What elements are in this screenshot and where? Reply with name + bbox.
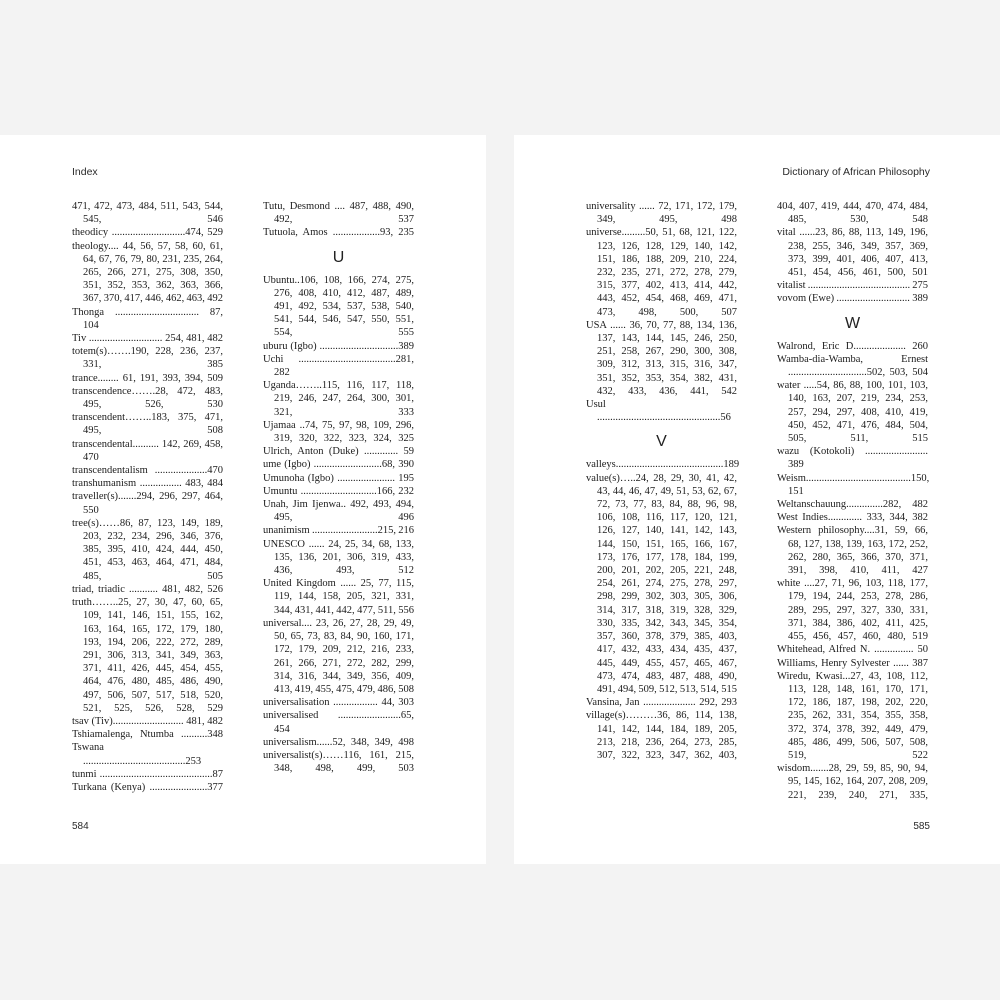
index-entry: Wamba-dia-Wamba, Ernest ..............................502, 503, 504 (777, 353, 928, 379)
index-entry: trance........ 61, 191, 393, 394, 509 (72, 372, 223, 384)
running-header: Dictionary of African Philosophy (782, 166, 930, 178)
index-entry: universality ...... 72, 171, 172, 179, 349, 495, 498 (586, 201, 737, 226)
index-entry: vitalist ....................................... 275 (777, 280, 928, 292)
index-entry: theology.... 44, 56, 57, 58, 60, 61, 64, 67, 76, 79, 80, 231, 235, 264, 265, 266, 271, 275, 308, 350, 351, 352, 353, 362, 363, 366, 367, 370, 417, 446, 462, 463, 492 (72, 240, 223, 305)
index-column-2 (777, 200, 928, 802)
index-entry: Wiredu, Kwasi...27, 43, 108, 112, 113, 128, 148, 161, 170, 171, 172, 186, 187, 198, 202, 220, 235, 262, 331, 354, 355, 358, 372, 374, 378, 392, 449, 479, 485, 486, 499, 506, 507, 508, 519, 522 (777, 670, 928, 761)
index-entry: Williams, Henry Sylvester ...... 387 (777, 657, 928, 669)
index-entry: water .....54, 86, 88, 100, 101, 103, 140, 163, 207, 219, 234, 253, 257, 294, 297, 408, 410, 419, 450, 452, 471, 476, 484, 504, 505, 511, 515 (777, 380, 928, 445)
running-header: Index (72, 166, 98, 178)
index-entry: tree(s)……86, 87, 123, 149, 189, 203, 232, 234, 296, 346, 376, 385, 395, 410, 424, 444, 450, 451, 453, 463, 464, 471, 484, 485, 505 (72, 517, 223, 582)
index-entry: Tutuola, Amos ..................93, 235 (263, 227, 414, 239)
left-page (0, 135, 486, 864)
index-entry: Tutu, Desmond .... 487, 488, 490, 492, 537 (263, 201, 414, 226)
index-entry: 404, 407, 419, 444, 470, 474, 484, 485, 530, 548 (777, 201, 928, 226)
index-entry: Usul ...............................................56 (586, 399, 731, 424)
index-entry: universalist(s)……116, 161, 215, 348, 498, 499, 503 (263, 749, 414, 775)
index-entry: wazu (Kotokoli) ........................ 389 (777, 446, 928, 471)
index-entry: wisdom.......28, 29, 59, 85, 90, 94, 95, 145, 162, 164, 207, 208, 209, 221, 239, 240, 271, 335, (777, 763, 928, 801)
index-entry: ume (Igbo) ..........................68, 390 (263, 459, 414, 471)
index-entry: Unah, Jim Ijenwa.. 492, 493, 494, 495, 496 (263, 499, 414, 524)
index-entry: universalism......52, 348, 349, 498 (263, 736, 414, 748)
index-entry: 471, 472, 473, 484, 511, 543, 544, 545, 546 (72, 201, 223, 226)
index-entry: Walrond, Eric D.................... 260 (777, 340, 928, 352)
index-column-1 (586, 200, 740, 762)
index-entry: village(s)………36, 86, 114, 138, 141, 142, 144, 184, 189, 205, 213, 218, 236, 264, 273, 285, 307, 322, 323, 347, 362, 403, (586, 710, 737, 761)
index-entry: Tswana .......................................253 (72, 742, 202, 767)
index-entry: universalisation ................. 44, 303 (263, 697, 414, 709)
index-entries-v (586, 458, 740, 762)
index-entry: uburu (Igbo) ..............................389 (263, 340, 414, 352)
index-entry: Whitehead, Alfred N. ............... 50 (777, 644, 928, 656)
section-letter-u: U (332, 248, 345, 266)
index-entry: white ....27, 71, 96, 103, 118, 177, 179, 194, 244, 253, 278, 286, 289, 295, 297, 327, 330, 331, 371, 384, 386, 402, 411, 425, 455, 456, 457, 460, 480, 519 (777, 578, 928, 643)
index-entries-v-continued (777, 200, 928, 306)
index-entry: truth……..25, 27, 30, 47, 60, 65, 109, 141, 146, 151, 155, 162, 163, 164, 165, 172, 179, 180, 193, 194, 206, 222, 272, 289, 291, 306, 313, 341, 349, 363, 371, 411, 426, 445, 454, 455, 464, 476, 480, 485, 486, 490, 497, 506, 507, 517, 518, 520, 521, 525, 526, 528, 529 (72, 597, 223, 714)
index-entry: tsav (Tiv)........................... 481, 482 (72, 715, 223, 727)
index-entry: Vansina, Jan .................... 292, 293 (586, 697, 737, 709)
index-entry: Thonga ................................ 87, 104 (72, 306, 223, 331)
index-entry: vovom (Ewe) ............................ 389 (777, 293, 928, 305)
index-entry: theodicy ............................474, 529 (72, 227, 223, 239)
index-entry: Weism........................................150, 151 (777, 472, 930, 497)
index-entry: vital ......23, 86, 88, 113, 149, 196, 238, 255, 346, 349, 357, 369, 373, 399, 401, 406, 407, 413, 451, 454, 456, 461, 500, 501 (777, 227, 928, 279)
index-entry: triad, triadic ........... 481, 482, 526 (72, 583, 223, 595)
index-entry: totem(s)…….190, 228, 236, 237, 331, 385 (72, 346, 223, 371)
index-entry: transcendence…….28, 472, 483, 495, 526, 530 (72, 385, 223, 411)
section-letter-v: V (656, 433, 667, 451)
index-entry: Ulrich, Anton (Duke) ............. 59 (263, 446, 414, 458)
index-entry: USA ...... 36, 70, 77, 88, 134, 136, 137, 143, 144, 145, 246, 250, 251, 258, 267, 290, 300, 308, 309, 312, 313, 315, 316, 347, 351, 352, 353, 354, 382, 431, 432, 433, 436, 441, 542 (586, 319, 737, 397)
index-entry: Western philosophy....31, 59, 66, 68, 127, 138, 139, 163, 172, 252, 262, 280, 365, 366, 370, 371, 391, 398, 410, 411, 427 (777, 525, 928, 577)
index-entry: traveller(s).......294, 296, 297, 464, 550 (72, 491, 223, 516)
index-entry: valleys.........................................189 (586, 459, 740, 471)
index-entry: Weltanschauung..............282, 482 (777, 499, 928, 511)
index-entry: unanimism .........................215, 216 (263, 525, 414, 537)
index-entry: transcendent……..183, 375, 471, 495, 508 (72, 412, 223, 437)
index-column-1 (72, 200, 223, 794)
section-letter-w: W (844, 314, 861, 332)
page-number: 584 (72, 821, 89, 832)
index-entries-t (263, 200, 414, 240)
index-entry: universe.........50, 51, 68, 121, 122, 123, 126, 128, 129, 140, 142, 151, 186, 188, 209, 210, 224, 232, 235, 271, 272, 278, 279, 315, 377, 402, 413, 414, 442, 443, 452, 454, 468, 469, 471, 473, 498, 500, 507 (586, 227, 737, 318)
index-entry: Turkana (Kenya) ......................377 (72, 781, 223, 793)
index-entry: Ujamaa ..74, 75, 97, 98, 109, 296, 319, 320, 322, 323, 324, 325 (263, 419, 414, 445)
index-entries-u-continued (586, 200, 737, 424)
index-entry: transhumanism ................ 483, 484 (72, 478, 223, 490)
index-entry: tunmi ...........................................87 (72, 768, 223, 780)
index-entry: Tiv ............................ 254, 481, 482 (72, 333, 223, 345)
index-entry: transcendentalism ....................470 (72, 465, 223, 477)
index-entry: West Indies............. 333, 344, 382 (777, 512, 928, 524)
index-entry: Ubuntu..106, 108, 166, 274, 275, 276, 408, 410, 412, 487, 489, 491, 492, 534, 537, 538, 540, 541, 544, 546, 547, 550, 551, 554, 555 (263, 274, 414, 339)
index-entries-u (263, 274, 414, 776)
index-entry: transcendental.......... 142, 269, 458, 470 (72, 438, 223, 463)
index-entry: Uganda……..115, 116, 117, 118, 219, 246, 247, 264, 300, 301, 321, 333 (263, 380, 414, 418)
index-entry: Umuntu .............................166, 232 (263, 485, 414, 497)
index-column-2 (263, 200, 414, 775)
index-entry: universalised ........................65, 454 (263, 710, 414, 735)
index-entry: Umunoha (Igbo) ...................... 195 (263, 472, 414, 484)
index-entry: value(s)…..24, 28, 29, 30, 41, 42, 43, 44, 46, 47, 49, 51, 53, 62, 67, 72, 73, 77, 83, 84, 88, 96, 98, 106, 108, 116, 117, 120, 121, 126, 127, 140, 141, 142, 143, 144, 150, 151, 165, 166, 167, 173, 176, 177, 178, 184, 199, 200, 201, 202, 205, 221, 248, 254, 261, 274, 275, 278, 297, 298, 299, 302, 303, 305, 306, 314, 317, 318, 319, 328, 329, 330, 335, 342, 343, 345, 354, 357, 360, 378, 379, 385, 403, 417, 432, 433, 434, 435, 437, 445, 449, 455, 457, 465, 467, 473, 474, 483, 487, 488, 490, 491, 494, 509, 512, 513, 514, 515 (586, 472, 737, 695)
index-entry: Tshiamalenga, Ntumba ..........348 (72, 729, 223, 741)
index-entry: universal.... 23, 26, 27, 28, 29, 49, 50, 65, 73, 83, 84, 90, 160, 171, 172, 179, 209, 212, 216, 233, 261, 266, 271, 272, 282, 299, 314, 316, 344, 349, 356, 409, 413, 419, 455, 475, 479, 486, 508 (263, 617, 414, 695)
index-entry: Uchi .....................................281, 282 (263, 353, 414, 379)
index-entry: United Kingdom ...... 25, 77, 115, 119, 144, 158, 205, 321, 331, 344, 431, 441, 442, 477, 511, 556 (263, 578, 414, 616)
page-number: 585 (913, 821, 930, 832)
right-page (514, 135, 1000, 864)
index-entries-w (777, 340, 928, 802)
index-entry: UNESCO ...... 24, 25, 34, 68, 133, 135, 136, 201, 306, 319, 433, 436, 493, 512 (263, 538, 414, 577)
